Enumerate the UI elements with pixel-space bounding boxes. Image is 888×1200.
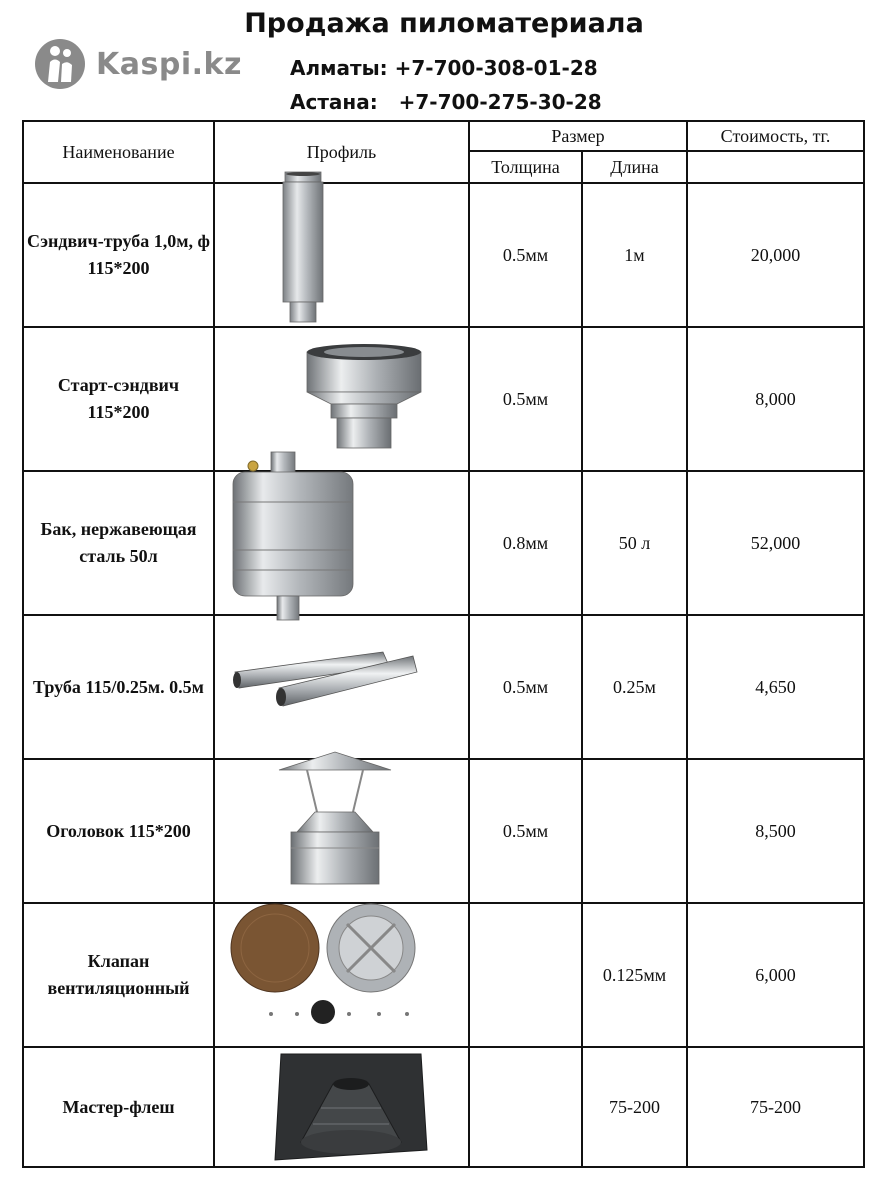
column-header-profile: Профиль (214, 121, 469, 183)
item-price: 20,000 (687, 183, 864, 327)
logo-text: Kaspi.kz (96, 46, 242, 82)
steel-tank-image (231, 452, 357, 624)
item-thickness: 0.5мм (469, 759, 582, 903)
item-price: 4,650 (687, 615, 864, 759)
item-thickness: 0.5мм (469, 327, 582, 471)
column-header-price: Стоимость, тг. (687, 121, 864, 151)
item-thickness: 0.8мм (469, 471, 582, 615)
item-length: 50 л (582, 471, 687, 615)
table-row (23, 759, 864, 903)
start-sandwich-image (303, 344, 425, 452)
column-header-price-blank (687, 151, 864, 183)
item-length: 75-200 (582, 1047, 687, 1167)
item-price: 6,000 (687, 903, 864, 1047)
item-image-cell (214, 183, 469, 327)
item-image-cell (214, 615, 469, 759)
item-image-cell (214, 327, 469, 471)
item-thickness: 0.5мм (469, 615, 582, 759)
item-length: 0.25м (582, 615, 687, 759)
ventilation-valve-image (231, 908, 421, 1028)
kaspi-logo-icon (34, 38, 86, 90)
table-row (23, 327, 864, 471)
item-length (582, 327, 687, 471)
page-title: Продажа пиломатериала (244, 8, 644, 39)
item-length (582, 759, 687, 903)
item-image-cell (214, 759, 469, 903)
table-row (23, 1047, 864, 1167)
kaspi-logo (34, 38, 242, 90)
item-price: 8,500 (687, 759, 864, 903)
item-price: 8,000 (687, 327, 864, 471)
pipes-image (231, 646, 421, 716)
phone-almaty: Алматы: +7-700-308-01-28 (290, 56, 598, 80)
master-flash-image (271, 1050, 431, 1166)
price-table (22, 120, 865, 1168)
item-length: 0.125мм (582, 903, 687, 1047)
table-row (23, 903, 864, 1047)
page-header (0, 0, 888, 118)
column-header-size: Размер (469, 121, 687, 151)
column-header-thickness: Толщина (469, 151, 582, 183)
item-name: Сэндвич-труба 1,0м, ф 115*200 (23, 183, 214, 327)
item-thickness (469, 1047, 582, 1167)
chimney-cap-image (277, 750, 393, 890)
item-price: 75-200 (687, 1047, 864, 1167)
item-image-cell (214, 903, 469, 1047)
item-length: 1м (582, 183, 687, 327)
column-header-length: Длина (582, 151, 687, 183)
phone-astana: Астана: +7-700-275-30-28 (290, 90, 602, 114)
item-name: Труба 115/0.25м. 0.5м (23, 615, 214, 759)
table-row (23, 183, 864, 327)
item-price: 52,000 (687, 471, 864, 615)
item-image-cell (214, 1047, 469, 1167)
item-thickness (469, 903, 582, 1047)
column-header-name: Наименование (23, 121, 214, 183)
item-image-cell (214, 471, 469, 615)
item-thickness: 0.5мм (469, 183, 582, 327)
table-row (23, 615, 864, 759)
item-name: Мастер-флеш (23, 1047, 214, 1167)
item-name: Клапан вентиляционный (23, 903, 214, 1047)
sandwich-pipe-image (283, 172, 323, 328)
item-name: Оголовок 115*200 (23, 759, 214, 903)
item-name: Старт-сэндвич 115*200 (23, 327, 214, 471)
item-name: Бак, нержавеющая сталь 50л (23, 471, 214, 615)
table-row (23, 471, 864, 615)
